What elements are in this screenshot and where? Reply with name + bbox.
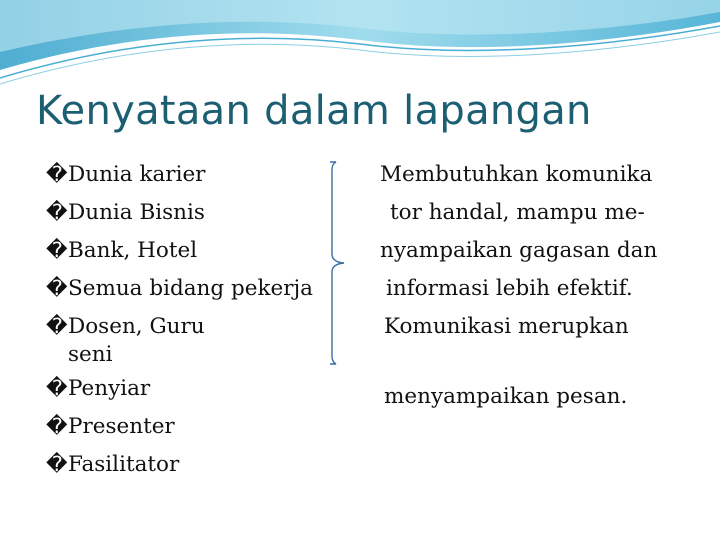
- missing-glyph-icon: �: [46, 452, 68, 476]
- missing-glyph-icon: �: [46, 376, 68, 400]
- description-line: menyampaikan pesan.: [384, 384, 628, 409]
- description-line: Membutuhkan komunika: [380, 162, 653, 187]
- list-item: � Fasilitator: [46, 452, 180, 477]
- list-item: � Bank, Hotel: [46, 238, 198, 263]
- left-bullet-list: [46, 156, 313, 484]
- description-line-wrapper: [380, 346, 657, 416]
- list-item-continuation: seni: [68, 342, 113, 367]
- header-wave-decoration: [0, 0, 720, 90]
- list-item: � Dosen, Guru: [46, 314, 205, 339]
- right-description: [380, 156, 657, 416]
- list-item: � Semua bidang pekerja: [46, 276, 314, 301]
- missing-glyph-icon: �: [46, 314, 68, 338]
- description-line: informasi lebih efektif.: [386, 276, 633, 301]
- description-line: tor handal, mampu me-: [390, 200, 645, 225]
- list-item: � Presenter: [46, 414, 175, 439]
- description-line: Komunikasi merupkan: [384, 314, 629, 339]
- missing-glyph-icon: �: [46, 162, 68, 186]
- missing-glyph-icon: �: [46, 414, 68, 438]
- list-item: � Dunia karier: [46, 162, 206, 187]
- list-item: � Dunia Bisnis: [46, 200, 205, 225]
- list-item: � Penyiar: [46, 376, 151, 401]
- missing-glyph-icon: �: [46, 200, 68, 224]
- missing-glyph-icon: �: [46, 238, 68, 262]
- missing-glyph-icon: �: [46, 276, 68, 300]
- right-brace-icon: [318, 160, 348, 366]
- slide-title: Kenyataan dalam lapangan: [36, 88, 592, 134]
- description-line: nyampaikan gagasan dan: [380, 238, 658, 263]
